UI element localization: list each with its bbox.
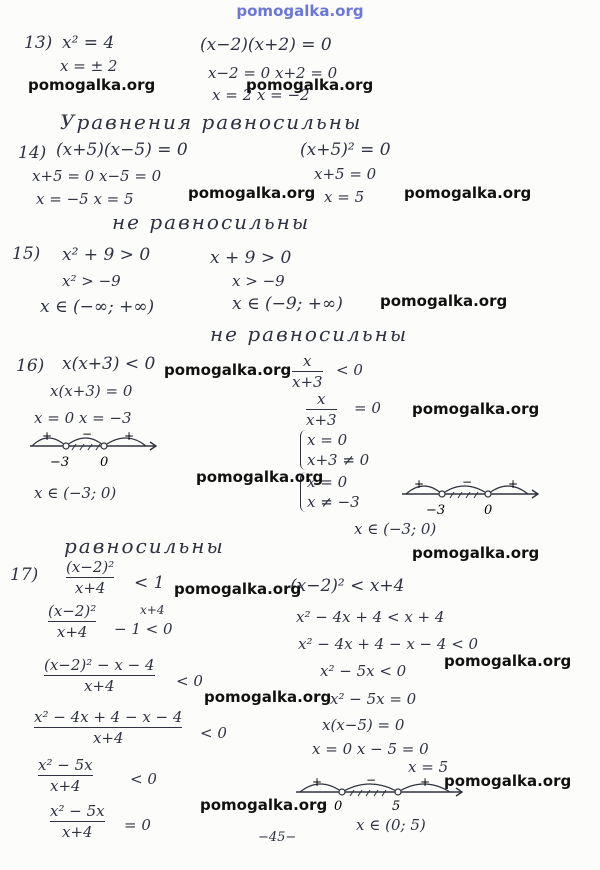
- p17-tick-1: 0: [334, 799, 343, 814]
- watermark-top: pomogalka.org: [236, 2, 364, 20]
- p17-right-line-6: x(x−5) = 0: [322, 716, 405, 734]
- p16-fraction-equation: [306, 390, 337, 429]
- watermark: pomogalka.org: [444, 772, 572, 790]
- p16-frac2-num: x: [317, 390, 326, 408]
- p15-right-line-3: x ∈ (−9; +∞): [232, 294, 343, 314]
- p16-verdict: равносильны: [64, 534, 225, 558]
- p13-right-line-3: x = 2 x = −2: [212, 86, 310, 104]
- p16-left-line-2: x(x+3) = 0: [50, 382, 133, 400]
- p17-sign-minus: −: [366, 773, 377, 787]
- p17-sign-plus-2: +: [420, 775, 431, 789]
- p14-left-line-3: x = −5 x = 5: [36, 190, 134, 208]
- p15-left-line-3: x ∈ (−∞; +∞): [40, 297, 155, 317]
- p17-f3-den: x+4: [83, 677, 115, 695]
- p17-fraction-5: [38, 756, 93, 795]
- watermark: pomogalka.org: [174, 580, 302, 598]
- p17-f5-den: x+4: [50, 777, 81, 795]
- problem-14-number: 14): [18, 143, 47, 163]
- problem-13-number: 13): [24, 33, 53, 53]
- p17-f1-num: (x−2)²: [66, 558, 115, 576]
- p17-fraction-4: [34, 708, 182, 747]
- p17-f1-den: x+4: [74, 579, 106, 597]
- p17-f2-note: x+4: [140, 603, 165, 617]
- watermark: pomogalka.org: [28, 76, 156, 94]
- p16-frac1-rel: < 0: [336, 361, 363, 379]
- p17-right-line-7: x = 0 x − 5 = 0: [312, 740, 429, 758]
- p17-fraction-6: [50, 802, 105, 841]
- p16-system-2-line-1: x = 0: [307, 473, 348, 491]
- watermark: pomogalka.org: [412, 400, 540, 418]
- p16-left-line-1: x(x+3) < 0: [62, 354, 156, 374]
- problem-15-number: 15): [12, 244, 41, 264]
- p17-f2-den: x+4: [56, 623, 88, 641]
- p16-right-tick-1: −3: [426, 503, 446, 518]
- p13-left-line-2: x = ± 2: [60, 57, 118, 75]
- p14-verdict: не равносильны: [112, 210, 311, 234]
- p16-left-sign-minus: −: [82, 427, 93, 441]
- p14-right-line-3: x = 5: [324, 188, 365, 206]
- p16-right-sign-plus-2: +: [508, 477, 519, 491]
- p17-right-line-1: (x−2)² < x+4: [290, 576, 405, 596]
- p17-f6-num: x² − 5x: [50, 802, 105, 820]
- p17-f5-rel: < 0: [130, 770, 157, 788]
- p17-f6-den: x+4: [62, 823, 93, 841]
- watermark: pomogalka.org: [200, 796, 328, 814]
- p17-f6-rel: = 0: [124, 816, 151, 834]
- p16-right-sign-plus-1: +: [414, 477, 425, 491]
- watermark: pomogalka.org: [412, 544, 540, 562]
- p13-verdict: Уравнения равносильны: [60, 110, 363, 134]
- p16-left-tick-1: −3: [50, 455, 70, 470]
- p16-system-1-line-2: x+3 ≠ 0: [307, 451, 370, 469]
- p17-right-line-2: x² − 4x + 4 < x + 4: [296, 608, 445, 626]
- p16-left-answer: x ∈ (−3; 0): [34, 484, 117, 502]
- watermark: pomogalka.org: [246, 76, 374, 94]
- p16-frac2-rel: = 0: [354, 399, 381, 417]
- p14-left-line-2: x+5 = 0 x−5 = 0: [32, 167, 162, 185]
- p17-f4-rel: < 0: [200, 724, 227, 742]
- p17-f5-num: x² − 5x: [38, 756, 93, 774]
- p17-tick-2: 5: [392, 799, 401, 814]
- p14-right-line-1: (x+5)² = 0: [300, 140, 391, 160]
- watermark: pomogalka.org: [380, 292, 508, 310]
- watermark: pomogalka.org: [164, 361, 292, 379]
- p17-right-line-3: x² − 4x + 4 − x − 4 < 0: [298, 635, 479, 653]
- p15-left-line-1: x² + 9 > 0: [62, 245, 151, 265]
- p17-answer: x ∈ (0; 5): [356, 816, 426, 834]
- p17-f4-den: x+4: [92, 729, 124, 747]
- p13-right-line-2: x−2 = 0 x+2 = 0: [208, 64, 338, 82]
- p16-frac1-den: x+3: [292, 373, 323, 391]
- p16-left-sign-plus-2: +: [124, 429, 135, 443]
- p17-f3-num: (x−2)² − x − 4: [44, 656, 155, 674]
- p15-verdict: не равносильны: [210, 322, 409, 346]
- p16-frac1-num: x: [303, 352, 312, 370]
- p16-right-answer: x ∈ (−3; 0): [354, 520, 437, 538]
- p15-left-line-2: x² > −9: [62, 272, 121, 290]
- p16-left-number-line: [28, 428, 158, 472]
- p14-right-line-2: x+5 = 0: [314, 165, 377, 183]
- p16-right-tick-2: 0: [484, 503, 493, 518]
- p17-f2-num: (x−2)²: [48, 602, 97, 620]
- p17-fraction-2: [48, 602, 96, 641]
- p14-left-line-1: (x+5)(x−5) = 0: [56, 140, 188, 160]
- p17-sign-plus-1: +: [312, 775, 323, 789]
- p13-left-line-1: x² = 4: [62, 33, 115, 53]
- p16-right-sign-minus: −: [462, 475, 473, 489]
- p16-frac2-den: x+3: [306, 411, 337, 429]
- page-number: −45−: [258, 830, 297, 845]
- p16-system-2-line-2: x ≠ −3: [307, 493, 360, 511]
- watermark: pomogalka.org: [444, 652, 572, 670]
- p16-system-1-line-1: x = 0: [307, 431, 348, 449]
- p16-left-sign-plus-1: +: [42, 429, 53, 443]
- p15-right-line-1: x + 9 > 0: [210, 248, 292, 268]
- p17-f1-rel: < 1: [134, 573, 165, 593]
- watermark: pomogalka.org: [196, 468, 324, 486]
- p17-right-line-8: x = 5: [408, 758, 449, 776]
- p17-fraction-3: [44, 656, 155, 695]
- p17-fraction-1: [66, 558, 114, 597]
- p17-f2-rel: − 1 < 0: [114, 620, 173, 638]
- p16-fraction-inequality: [292, 352, 323, 391]
- watermark: pomogalka.org: [204, 688, 332, 706]
- problem-16-number: 16): [16, 356, 45, 376]
- watermark: pomogalka.org: [188, 184, 316, 202]
- watermark: pomogalka.org: [404, 184, 532, 202]
- p13-right-line-1: (x−2)(x+2) = 0: [200, 35, 332, 55]
- p17-right-line-5: x² − 5x = 0: [330, 690, 417, 708]
- p16-left-tick-2: 0: [100, 455, 109, 470]
- p17-f3-rel: < 0: [176, 672, 203, 690]
- p17-f4-num: x² − 4x + 4 − x − 4: [34, 708, 183, 726]
- p15-right-line-2: x > −9: [232, 272, 285, 290]
- p16-left-line-3: x = 0 x = −3: [34, 409, 132, 427]
- problem-17-number: 17): [10, 565, 39, 585]
- p16-right-number-line: [400, 475, 540, 522]
- p17-right-line-4: x² − 5x < 0: [320, 662, 407, 680]
- p16-system-1: [300, 430, 369, 470]
